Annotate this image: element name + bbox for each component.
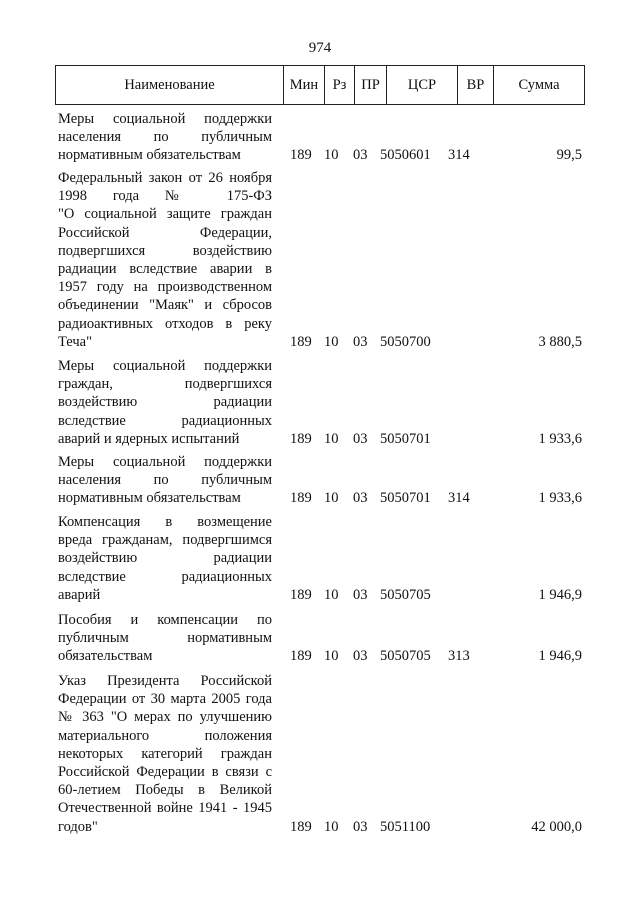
cell-rz: 10 xyxy=(324,586,339,603)
row-name-line: Меры социальной поддержки xyxy=(58,454,272,470)
row-name-line: вследствие радиационных xyxy=(58,568,272,585)
row-name-line: подвергшихся воздействию xyxy=(58,242,272,259)
cell-csr: 5050700 xyxy=(380,333,431,350)
table-row xyxy=(58,672,582,836)
cell-sum: 99,5 xyxy=(556,147,582,164)
row-name xyxy=(58,453,272,508)
cell-sum: 1 933,6 xyxy=(538,490,582,507)
cell-pr: 03 xyxy=(353,648,368,665)
row-name-line: вследствие радиационных xyxy=(58,412,272,429)
cell-pr: 03 xyxy=(353,818,368,835)
cell-min: 189 xyxy=(290,586,312,603)
table-header xyxy=(55,65,585,105)
row-name xyxy=(58,611,272,666)
row-name-line: населения по публичным xyxy=(58,129,272,146)
cell-pr: 03 xyxy=(353,333,368,350)
header-min: Мин xyxy=(284,66,325,104)
cell-pr: 03 xyxy=(353,586,368,603)
cell-csr: 5050701 xyxy=(380,430,431,447)
row-name-line: 60-летием Победы в Великой xyxy=(58,782,272,799)
header-sum: Сумма xyxy=(518,76,560,93)
table-row xyxy=(58,169,582,351)
cell-vr: 314 xyxy=(448,147,470,164)
table-row xyxy=(58,357,582,448)
cell-sum: 3 880,5 xyxy=(538,333,582,350)
cell-vr: 314 xyxy=(448,490,470,507)
cell-csr: 5050701 xyxy=(380,490,431,507)
row-name-line: № 363 "О мерах по улучшению xyxy=(58,709,272,726)
table-row xyxy=(58,513,582,604)
row-name-line: нормативным обязательствам xyxy=(58,147,241,164)
row-name-line: Российской Федерации, xyxy=(58,224,272,241)
table-row xyxy=(58,453,582,508)
row-name-line: годов" xyxy=(58,818,98,835)
cell-csr: 5050705 xyxy=(380,586,431,603)
cell-pr: 03 xyxy=(353,490,368,507)
row-name-line: Теча" xyxy=(58,333,93,350)
cell-sum: 42 000,0 xyxy=(531,818,582,835)
row-name-line: Отечественной войне 1941 - 1945 xyxy=(58,800,272,817)
row-name-line: Меры социальной поддержки xyxy=(58,111,272,127)
table-row xyxy=(58,110,582,165)
row-name-line: некоторых категорий граждан xyxy=(58,745,272,762)
row-name-line: 1957 году на производственном xyxy=(58,279,272,296)
cell-vr: 313 xyxy=(448,648,470,665)
row-name-line: граждан, подвергшихся xyxy=(58,376,272,393)
cell-sum: 1 946,9 xyxy=(538,648,582,665)
row-name-line: нормативным обязательствам xyxy=(58,490,241,507)
cell-sum: 1 933,6 xyxy=(538,430,582,447)
cell-rz: 10 xyxy=(324,490,339,507)
cell-min: 189 xyxy=(290,333,312,350)
table-row xyxy=(58,611,582,666)
row-name-line: "О социальной защите граждан xyxy=(58,206,272,223)
row-name-line: Указ Президента Российской xyxy=(58,673,272,689)
row-name-line: Российской Федерации в связи с xyxy=(58,764,272,781)
cell-csr: 5050705 xyxy=(380,648,431,665)
header-rz: Рз xyxy=(325,66,355,104)
row-name-line: радиоактивных отходов в реку xyxy=(58,315,272,332)
row-name-line: Пособия и компенсации по xyxy=(58,612,272,628)
row-name-line: вреда гражданам, подвергшимся xyxy=(58,532,272,549)
row-name-line: объединении "Маяк" и сбросов xyxy=(58,297,272,314)
row-name-line: радиации вследствие аварии в xyxy=(58,261,272,278)
cell-rz: 10 xyxy=(324,333,339,350)
cell-csr: 5050601 xyxy=(380,147,431,164)
row-name xyxy=(58,672,272,836)
cell-min: 189 xyxy=(290,490,312,507)
cell-rz: 10 xyxy=(324,430,339,447)
row-name-line: воздействию радиации xyxy=(58,394,272,411)
cell-pr: 03 xyxy=(353,430,368,447)
row-name xyxy=(58,169,272,351)
header-vr: ВР xyxy=(458,66,494,104)
cell-sum: 1 946,9 xyxy=(538,586,582,603)
row-name-line: обязательствам xyxy=(58,648,153,665)
row-name-line: Федеральный закон от 26 ноября xyxy=(58,170,272,186)
row-name-line: Меры социальной поддержки xyxy=(58,358,272,374)
row-name-line: воздействию радиации xyxy=(58,550,272,567)
row-name-line: Федерации от 30 марта 2005 года xyxy=(58,691,272,708)
cell-pr: 03 xyxy=(353,147,368,164)
row-name-line: аварий и ядерных испытаний xyxy=(58,430,240,447)
cell-csr: 5051100 xyxy=(380,818,431,835)
header-pr: ПР xyxy=(355,66,387,104)
row-name xyxy=(58,513,272,604)
cell-min: 189 xyxy=(290,648,312,665)
row-name xyxy=(58,110,272,165)
cell-rz: 10 xyxy=(324,147,339,164)
row-name-line: населения по публичным xyxy=(58,472,272,489)
row-name-line: публичным нормативным xyxy=(58,630,272,647)
page-number: 974 xyxy=(308,40,332,56)
cell-min: 189 xyxy=(290,430,312,447)
row-name-line: 1998 года № 175-ФЗ xyxy=(58,188,272,205)
header-csr: ЦСР xyxy=(387,66,458,104)
row-name-line: материального положения xyxy=(58,727,272,744)
row-name xyxy=(58,357,272,448)
row-name-line: Компенсация в возмещение xyxy=(58,514,272,530)
cell-rz: 10 xyxy=(324,648,339,665)
cell-min: 189 xyxy=(290,147,312,164)
cell-min: 189 xyxy=(290,818,312,835)
cell-rz: 10 xyxy=(324,818,339,835)
header-name: Наименование xyxy=(56,66,284,104)
row-name-line: аварий xyxy=(58,586,101,603)
